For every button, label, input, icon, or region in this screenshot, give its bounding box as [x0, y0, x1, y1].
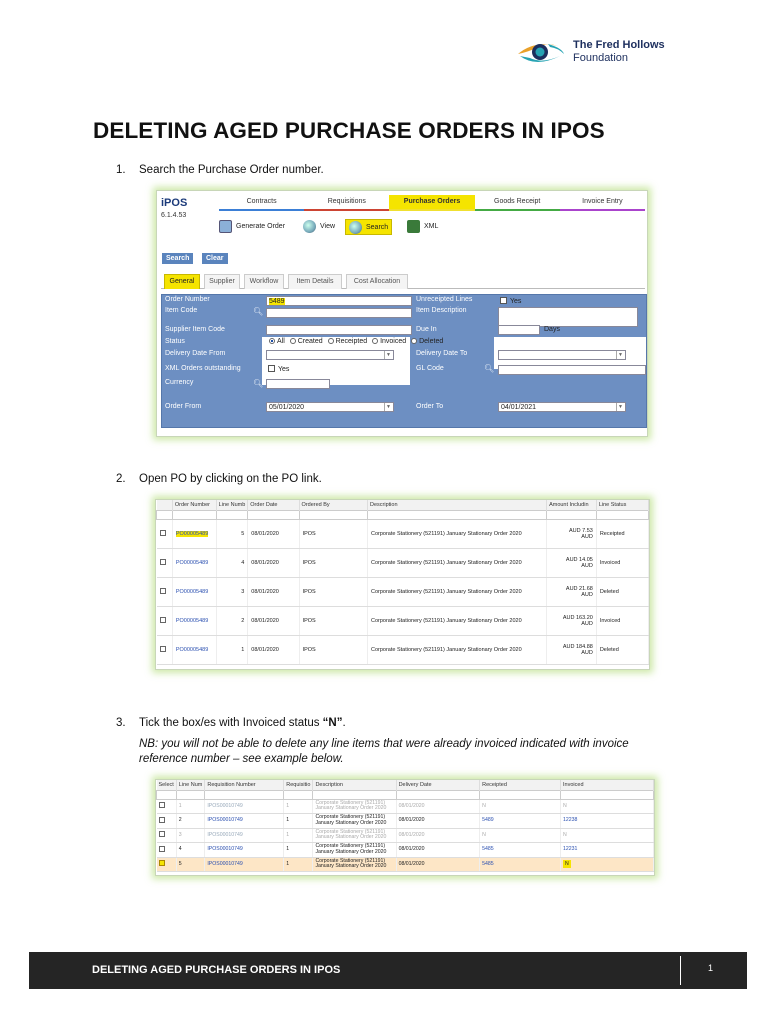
row-checkbox[interactable]: [160, 646, 166, 652]
invoiced: [561, 857, 654, 872]
unreceipted-checkbox-row: [500, 297, 521, 305]
receipted: N: [480, 799, 561, 814]
status-created-radio[interactable]: [290, 338, 296, 344]
search-toolbar-button[interactable]: [345, 219, 392, 235]
currency-value: AUD: [581, 562, 593, 569]
supplier-item-code-input[interactable]: [266, 325, 412, 335]
delivery-date: 08/01/2020: [396, 828, 480, 843]
line-num: 3: [176, 828, 205, 843]
invoiced: N: [561, 799, 654, 814]
desc-line2: January Stationary Order 2020: [315, 819, 387, 826]
requisition-header[interactable]: Requisitio: [284, 780, 313, 790]
status-deleted-radio[interactable]: [411, 338, 417, 344]
amount: [547, 577, 597, 606]
chevron-down-icon[interactable]: ▼: [616, 403, 624, 411]
row-checkbox[interactable]: [160, 617, 166, 623]
desc-line1: Corporate Stationery (521191): [315, 843, 386, 850]
row-checkbox[interactable]: [159, 802, 165, 808]
generate-order-label: Generate Order: [236, 223, 286, 230]
chevron-down-icon[interactable]: ▼: [384, 403, 392, 411]
subtab-cost-allocation[interactable]: Cost Allocation: [346, 274, 408, 289]
supplier-item-code-label: Supplier Item Code: [165, 326, 225, 333]
filter-input[interactable]: [396, 790, 480, 799]
requisition-lines-table: [156, 780, 654, 872]
step-number: 1.: [116, 164, 126, 176]
xml-outstanding-checkbox[interactable]: [268, 365, 275, 372]
description: Corporate Stationery (521191) January Stationary Order 2020: [368, 519, 547, 548]
table-header: [157, 780, 654, 790]
po-lines-screenshot: [155, 499, 650, 670]
xml-outstanding-label: XML Orders outstanding: [165, 365, 241, 372]
line-status-header[interactable]: Line Status: [596, 500, 648, 510]
subtab-workflow[interactable]: Workflow: [244, 274, 284, 289]
table-row: [157, 828, 654, 843]
description-header[interactable]: Description: [313, 780, 396, 790]
view-button[interactable]: [303, 219, 335, 235]
po-link[interactable]: [172, 519, 216, 548]
nb-note: NB: you will not be able to delete any line items that were already invoiced indicated with invoice reference number – see example below.: [139, 738, 629, 765]
fred-hollows-logo: [516, 38, 726, 68]
table-row: [157, 799, 654, 814]
order-number-header[interactable]: Order Number: [172, 500, 216, 510]
order-number-label: Order Number: [165, 296, 210, 303]
amount-value: AUD 21.68: [565, 585, 593, 592]
desc-line1: Corporate Stationery (521191): [315, 799, 386, 806]
ordered-by: IPOS: [299, 577, 367, 606]
desc-line1: Corporate Stationery (521191): [315, 857, 386, 864]
select-header: [157, 500, 173, 510]
footer-divider: [680, 956, 681, 985]
currency-label: Currency: [165, 379, 194, 386]
line-number: 4: [216, 548, 248, 577]
requisition-line: 1: [284, 799, 313, 814]
ordered-by: IPOS: [299, 635, 367, 664]
requisition-link[interactable]: IPOS00010749: [205, 828, 284, 843]
ipos-logo: iPOS: [161, 197, 188, 209]
line-num: 5: [176, 857, 205, 872]
po-link[interactable]: PO00005489: [172, 635, 216, 664]
line-number: 3: [216, 577, 248, 606]
receipted[interactable]: 5489: [480, 814, 561, 829]
table-row: [157, 814, 654, 829]
item-code-input[interactable]: [266, 308, 412, 318]
requisition-line: 1: [284, 814, 313, 829]
step-text-bold: “N”: [322, 717, 343, 729]
invoiced[interactable]: 12238: [561, 814, 654, 829]
amount-header[interactable]: Amount Includin: [547, 500, 597, 510]
status-deleted-label: Deleted: [419, 338, 444, 345]
tab-purchase-orders[interactable]: Purchase Orders: [389, 195, 474, 211]
requisition-line: 1: [284, 828, 313, 843]
line-status: Invoiced: [596, 548, 648, 577]
filter-row: [157, 510, 649, 519]
ordered-by: IPOS: [299, 519, 367, 548]
gl-code-label: GL Code: [416, 365, 444, 372]
ordered-by: IPOS: [299, 606, 367, 635]
filter-input[interactable]: [596, 510, 648, 519]
tab-contracts[interactable]: Contracts: [219, 195, 304, 211]
receipted[interactable]: 5485: [480, 857, 561, 872]
table-row: [157, 606, 649, 635]
item-description-input[interactable]: [498, 307, 638, 327]
line-status: Deleted: [596, 577, 648, 606]
row-checkbox[interactable]: [159, 817, 165, 823]
row-checkbox[interactable]: [160, 588, 166, 594]
currency-value: AUD: [581, 620, 593, 627]
po-link[interactable]: PO00005489: [172, 577, 216, 606]
description: Corporate Stationery (521191) January Stationary Order 2020: [368, 548, 547, 577]
filter-input[interactable]: [299, 510, 367, 519]
item-description-label: Item Description: [416, 307, 467, 314]
page-number: 1: [708, 963, 714, 973]
filter-input[interactable]: [284, 790, 313, 799]
step-text: Open PO by clicking on the PO link.: [139, 473, 322, 485]
invoiced-n-highlight: N: [565, 860, 569, 867]
search-button[interactable]: Search: [162, 253, 193, 264]
currency-input[interactable]: [266, 379, 330, 389]
desc-line1: Corporate Stationery (521191): [315, 814, 386, 821]
description-header[interactable]: Description: [368, 500, 547, 510]
clear-button[interactable]: Clear: [202, 253, 228, 264]
delivery-date-to-input[interactable]: [498, 350, 626, 360]
description: Corporate Stationery (521191) January Stationary Order 2020: [368, 577, 547, 606]
order-date: 08/01/2020: [248, 519, 299, 548]
delivery-date: 08/01/2020: [396, 799, 480, 814]
table-row: [157, 519, 649, 548]
status-receipted-label: Receipted: [335, 338, 368, 345]
requisition-link[interactable]: IPOS00010749: [205, 857, 284, 872]
currency-value: AUD: [581, 649, 593, 656]
page-footer: [29, 952, 747, 989]
amount: [547, 519, 597, 548]
line-number: 2: [216, 606, 248, 635]
filter-input[interactable]: [216, 510, 248, 519]
desc-line1: Corporate Stationery (521191): [315, 828, 386, 835]
invoiced: N: [561, 828, 654, 843]
po-link-text: PO00005489: [175, 530, 209, 537]
xml-label: XML: [424, 223, 439, 230]
description: [313, 828, 396, 843]
order-date: 08/01/2020: [248, 548, 299, 577]
status-radio-group: [266, 338, 443, 345]
amount: [547, 606, 597, 635]
order-from-value: 05/01/2020: [269, 404, 305, 411]
tab-requisitions[interactable]: Requisitions: [304, 195, 389, 211]
step-number: 3.: [116, 717, 126, 729]
item-code-label: Item Code: [165, 307, 198, 314]
requisition-number-header[interactable]: Requisition Number: [205, 780, 284, 790]
subtab-item-details[interactable]: Item Details: [288, 274, 342, 289]
days-label: Days: [544, 326, 560, 333]
chevron-down-icon[interactable]: ▼: [616, 351, 624, 359]
status-all-radio[interactable]: [269, 338, 275, 344]
xml-outstanding-checkbox-row: [268, 365, 289, 373]
delivery-date: 08/01/2020: [396, 814, 480, 829]
status-invoiced-label: Invoiced: [380, 338, 407, 345]
requisition-lines-screenshot: [155, 779, 655, 876]
status-label: Status: [165, 338, 185, 345]
ordered-by: IPOS: [299, 548, 367, 577]
requisition-line: 1: [284, 857, 313, 872]
filter-input[interactable]: [547, 510, 597, 519]
order-date-header[interactable]: Order Date: [248, 500, 299, 510]
line-num: 2: [176, 814, 205, 829]
po-link[interactable]: PO00005489: [172, 606, 216, 635]
row-checkbox-checked[interactable]: [159, 860, 165, 866]
order-date: 08/01/2020: [248, 606, 299, 635]
receipted: N: [480, 828, 561, 843]
receipted-header[interactable]: Receipted: [480, 780, 561, 790]
currency-lookup-icon[interactable]: 🔍︎: [253, 379, 264, 388]
line-num: 1: [176, 799, 205, 814]
search-form: [161, 294, 647, 428]
desc-line2: January Stationary Order 2020: [315, 848, 387, 855]
ipos-version: 6.1.4.53: [161, 212, 187, 219]
xml-button[interactable]: [407, 219, 438, 235]
description: [313, 814, 396, 829]
search-screenshot: [156, 190, 648, 437]
line-number: 1: [216, 635, 248, 664]
page-title: DELETING AGED PURCHASE ORDERS IN IPOS: [93, 118, 605, 143]
order-to-input[interactable]: [498, 402, 626, 412]
invoiced[interactable]: 12231: [561, 843, 654, 858]
item-code-lookup-icon[interactable]: 🔍︎: [253, 307, 264, 316]
step-number: 2.: [116, 473, 126, 485]
amount-value: AUD 184.88: [562, 643, 593, 650]
filter-input[interactable]: [561, 790, 654, 799]
line-status: Deleted: [596, 635, 648, 664]
invoiced-header[interactable]: Invoiced: [561, 780, 654, 790]
order-number-input[interactable]: [266, 296, 412, 306]
due-in-label: Due In: [416, 326, 437, 333]
filter-input[interactable]: [205, 790, 284, 799]
filter-input[interactable]: [176, 790, 205, 799]
amount: [547, 635, 597, 664]
step-text: [139, 717, 346, 729]
subtab-general[interactable]: General: [164, 274, 200, 289]
amount-value: AUD 163.20: [562, 614, 593, 621]
description: [313, 843, 396, 858]
table-row: [157, 635, 649, 664]
amount: [547, 548, 597, 577]
table-row-selected: [157, 857, 654, 872]
xml-yes-label: Yes: [278, 366, 290, 373]
row-checkbox[interactable]: [160, 530, 166, 536]
row-checkbox[interactable]: [159, 846, 165, 852]
filter-input[interactable]: [172, 510, 216, 519]
requisition-link[interactable]: IPOS00010749: [205, 843, 284, 858]
xml-icon: [407, 220, 420, 233]
ordered-by-header[interactable]: Ordered By: [299, 500, 367, 510]
line-status: Receipted: [596, 519, 648, 548]
desc-line2: January Stationary Order 2020: [315, 805, 387, 812]
unreceipted-lines-label: Unreceipted Lines: [416, 296, 473, 303]
order-to-value: 04/01/2021: [501, 404, 537, 411]
status-all-label: All: [277, 338, 285, 345]
currency-value: AUD: [581, 591, 593, 598]
description: Corporate Stationery (521191) January Stationary Order 2020: [368, 606, 547, 635]
description: [313, 857, 396, 872]
delivery-date: 08/01/2020: [396, 843, 480, 858]
footer-title: DELETING AGED PURCHASE ORDERS IN IPOS: [92, 964, 341, 976]
gl-code-lookup-icon[interactable]: 🔍︎: [484, 364, 495, 373]
step-text-pre: Tick the box/es with Invoiced status: [139, 717, 323, 729]
tab-invoice-entry[interactable]: Invoice Entry: [560, 195, 645, 211]
logo-line1: The Fred Hollows: [573, 39, 665, 51]
status-receipted-radio[interactable]: [328, 338, 334, 344]
row-checkbox[interactable]: [159, 831, 165, 837]
order-to-label: Order To: [416, 403, 444, 410]
delivery-date: 08/01/2020: [396, 857, 480, 872]
line-num: 4: [176, 843, 205, 858]
order-from-input[interactable]: [266, 402, 394, 412]
table-row: [157, 548, 649, 577]
unreceipted-checkbox[interactable]: [500, 297, 507, 304]
order-date: 08/01/2020: [248, 635, 299, 664]
filter-input[interactable]: [248, 510, 299, 519]
search-label: Search: [366, 224, 389, 231]
currency-value: AUD: [581, 533, 593, 540]
desc-line2: January Stationary Order 2020: [315, 834, 387, 841]
desc-line2: January Stationary Order 2020: [315, 863, 387, 870]
po-lines-table: [156, 500, 649, 665]
chevron-down-icon[interactable]: ▼: [384, 351, 392, 359]
filter-input[interactable]: [368, 510, 547, 519]
fred-hollows-eye-icon: [516, 38, 568, 68]
status-invoiced-radio[interactable]: [372, 338, 378, 344]
filter-input[interactable]: [480, 790, 561, 799]
filter-row: [157, 790, 654, 799]
row-checkbox[interactable]: [160, 559, 166, 565]
line-number-header[interactable]: Line Numb: [216, 500, 248, 510]
table-row: [157, 843, 654, 858]
amount-value: AUD 14.05: [565, 556, 593, 563]
search-subtabs: [161, 271, 645, 289]
logo-line2: Foundation: [573, 52, 629, 64]
order-date: 08/01/2020: [248, 577, 299, 606]
delivery-date-from-label: Delivery Date From: [165, 350, 226, 357]
requisition-link[interactable]: IPOS00010749: [205, 799, 284, 814]
amount-value: AUD 7.53: [568, 527, 593, 534]
search-icon: [349, 221, 362, 234]
description: Corporate Stationery (521191) January Stationary Order 2020: [368, 635, 547, 664]
line-number: 5: [216, 519, 248, 548]
order-number-value: 5489: [269, 298, 285, 305]
generate-order-button[interactable]: [219, 219, 285, 235]
step-text-post: .: [342, 717, 346, 729]
select-header[interactable]: Select: [157, 780, 177, 790]
unreceipted-yes-label: Yes: [510, 298, 522, 305]
step-text: Search the Purchase Order number.: [139, 164, 324, 176]
receipted[interactable]: 5485: [480, 843, 561, 858]
delivery-date-header[interactable]: Delivery Date: [396, 780, 480, 790]
line-num-header[interactable]: Line Num: [176, 780, 205, 790]
magnifier-icon: [303, 220, 316, 233]
requisition-link[interactable]: IPOS00010749: [205, 814, 284, 829]
view-label: View: [320, 223, 336, 230]
requisition-line: 1: [284, 843, 313, 858]
po-link[interactable]: PO00005489: [172, 548, 216, 577]
status-created-label: Created: [297, 338, 323, 345]
delivery-date-to-label: Delivery Date To: [416, 350, 468, 357]
gl-code-input[interactable]: [498, 365, 646, 375]
order-from-label: Order From: [165, 403, 202, 410]
tab-goods-receipt[interactable]: Goods Receipt: [475, 195, 560, 211]
due-in-input[interactable]: [498, 325, 540, 335]
filter-input[interactable]: [313, 790, 396, 799]
module-tabs: [219, 195, 645, 211]
table-row: [157, 577, 649, 606]
subtab-supplier[interactable]: Supplier: [204, 274, 240, 289]
line-status: Invoiced: [596, 606, 648, 635]
delivery-date-from-input[interactable]: [266, 350, 394, 360]
generate-order-icon: [219, 220, 232, 233]
table-header: [157, 500, 649, 510]
description: [313, 799, 396, 814]
